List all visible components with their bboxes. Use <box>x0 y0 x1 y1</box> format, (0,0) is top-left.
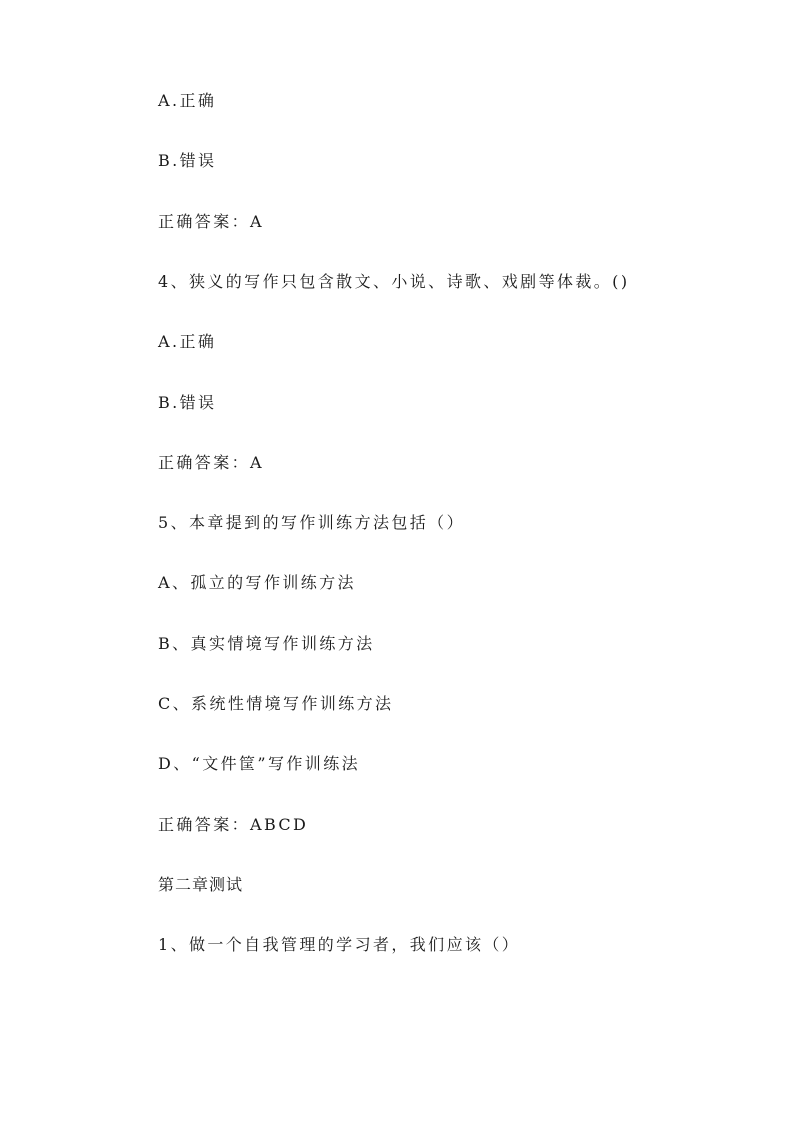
answer-line: 正确答案：A <box>158 212 264 231</box>
option-b-wrong: B.错误 <box>158 151 217 170</box>
question-5: 5、本章提到的写作训练方法包括（） <box>158 513 465 532</box>
option-a: A、孤立的写作训练方法 <box>158 573 356 592</box>
option-d: D、“文件筐”写作训练法 <box>158 754 360 773</box>
answer-line: 正确答案：A <box>158 453 264 472</box>
question-1: 1、做一个自我管理的学习者，我们应该（） <box>158 935 521 954</box>
option-a-correct: A.正确 <box>158 91 217 110</box>
option-a-correct: A.正确 <box>158 332 217 351</box>
option-b-wrong: B.错误 <box>158 393 217 412</box>
question-4: 4、狭义的写作只包含散文、小说、诗歌、戏剧等体裁。() <box>158 272 630 291</box>
option-c: C、系统性情境写作训练方法 <box>158 694 394 713</box>
chapter-heading: 第二章测试 <box>158 875 244 894</box>
answer-line: 正确答案：ABCD <box>158 815 309 834</box>
option-b: B、真实情境写作训练方法 <box>158 634 375 653</box>
